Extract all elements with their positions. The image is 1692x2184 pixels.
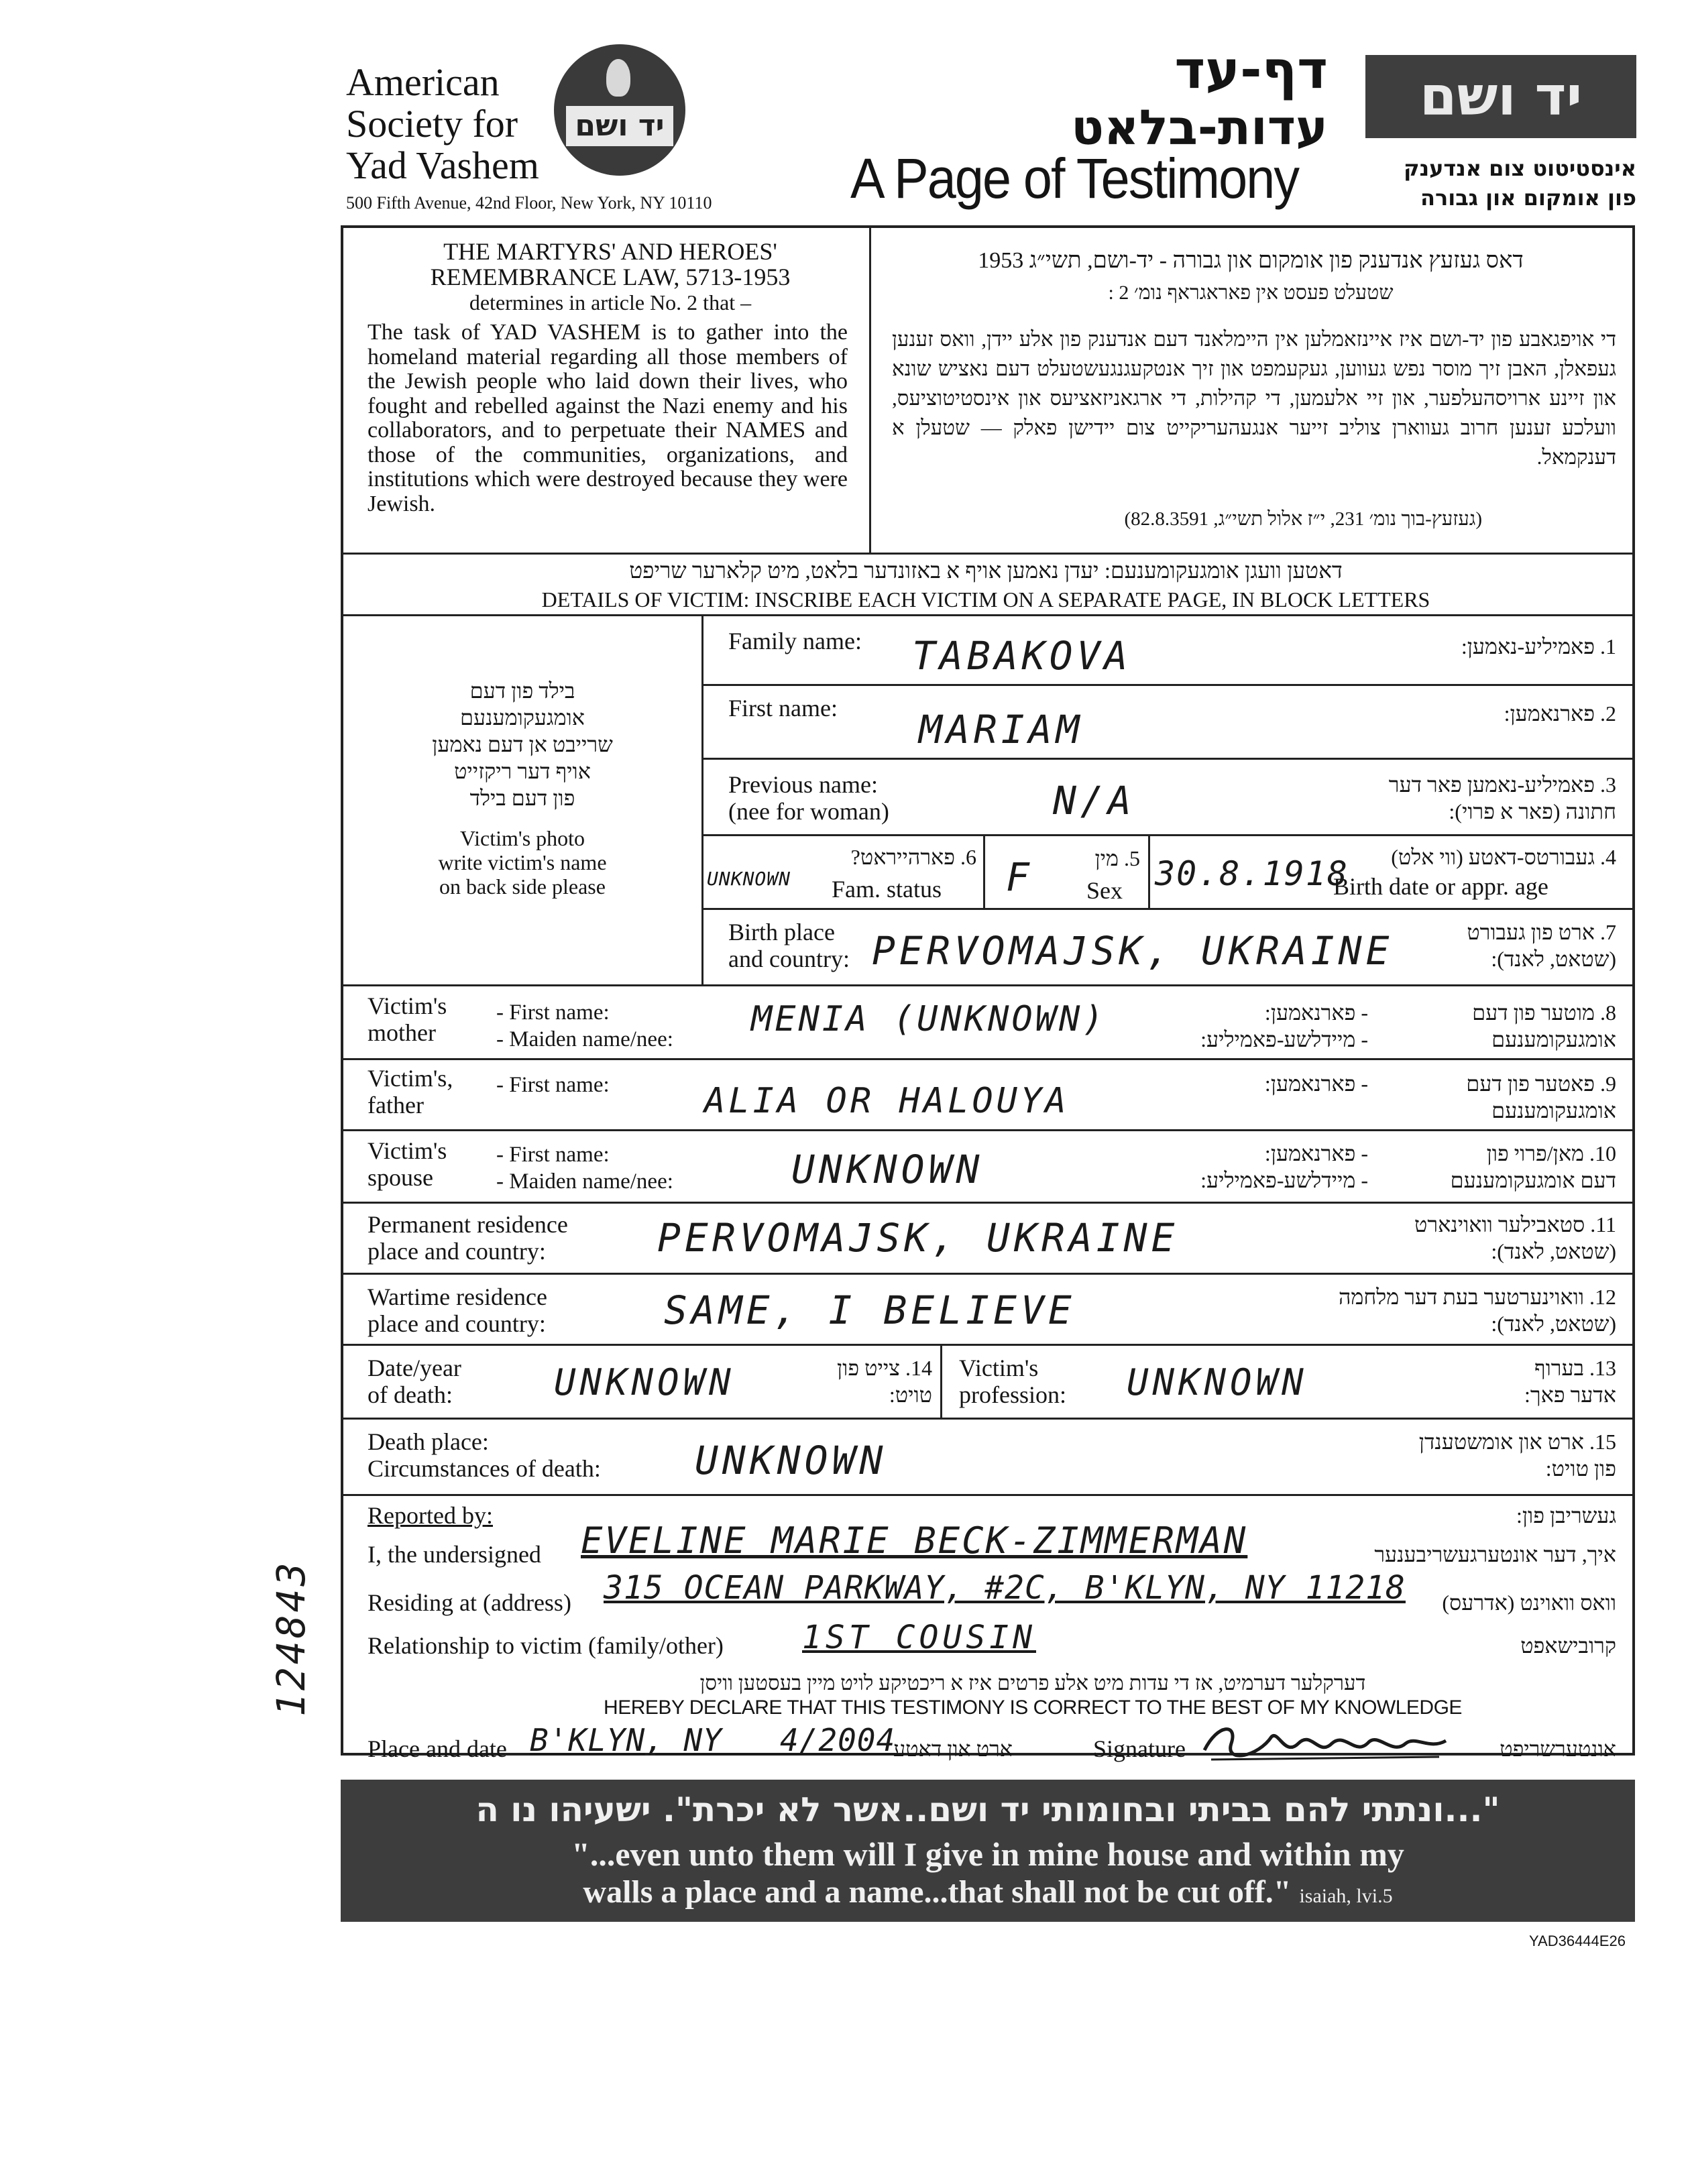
spouse-heb-title-2: דעם אומגעקומענעם xyxy=(1450,1168,1616,1192)
father-title-2: father xyxy=(368,1092,424,1118)
org-name-line2: Society for xyxy=(346,102,518,146)
profession-heb-2: אדער פאך: xyxy=(1524,1383,1616,1407)
death-place-label-1: Death place: xyxy=(368,1428,489,1455)
death-date-heb-1: 14. צייט פון xyxy=(837,1356,932,1380)
spouse-title-2: spouse xyxy=(368,1164,433,1191)
margin-number: 124843 xyxy=(268,1560,314,1717)
birth-date-heb: 4. געבורטס-דאטע (ווי אלט) xyxy=(1391,845,1616,869)
residing-heb: וואס וואוינט (אדרעס) xyxy=(1442,1591,1616,1615)
mother-labels xyxy=(496,999,673,1053)
profession-value[interactable]: UNKNOWN xyxy=(1127,1361,1308,1403)
declare-en: HEREBY DECLARE THAT THIS TESTIMONY IS CORRECT TO THE BEST OF MY KNOWLEDGE xyxy=(604,1697,1462,1719)
relationship-heb: קרובישאפט xyxy=(1520,1633,1616,1658)
death-date-heb-2: טויט: xyxy=(889,1383,932,1407)
org-address: 500 Fifth Avenue, 42nd Floor, New York, NY 10110 xyxy=(346,193,712,213)
row3-line xyxy=(701,834,1635,836)
spouse-label-1: - First name: xyxy=(496,1143,610,1167)
fam-status-value[interactable]: UNKNOWN xyxy=(707,868,791,890)
org-name-line3: Yad Vashem xyxy=(346,143,539,187)
yad-vashem-logo xyxy=(554,44,685,176)
yv-logo-text: יד ושם xyxy=(1419,65,1583,127)
row2-line xyxy=(701,758,1635,760)
yv-subtitle-2: פון אומקום און גבורה xyxy=(1420,185,1636,211)
place-date-heb: ארט און דאטע xyxy=(893,1737,1013,1761)
footer-code: YAD36444E26 xyxy=(1529,1933,1626,1949)
reporter-address-value[interactable]: 315 OCEAN PARKWAY, #2C, B'KLYN, NY 11218 xyxy=(604,1569,1406,1607)
previous-name-label-2: (nee for woman) xyxy=(728,798,889,825)
permanent-label xyxy=(368,1211,568,1265)
banner-ref: isaiah, lvi.5 xyxy=(1299,1885,1393,1907)
wartime-heb xyxy=(1221,1283,1616,1337)
place-date-value[interactable]: B'KLYN, NY 4/2004 xyxy=(530,1722,896,1758)
father-heb-title xyxy=(1381,1070,1616,1124)
previous-name-heb xyxy=(1207,771,1616,825)
row8-line xyxy=(341,1058,1635,1060)
father-heb-title-2: אומגעקומענעם xyxy=(1491,1098,1616,1123)
law-heb-title-1: דאס געזעץ אנדענק פון אומקום און גבורה - יד-ושם, תשי״ג 1953 xyxy=(978,248,1524,273)
row9-line xyxy=(341,1129,1635,1131)
mother-heb-1: - פארנאמען: xyxy=(1264,1000,1368,1025)
death-place-heb xyxy=(1274,1428,1616,1482)
fam-status-label: Fam. status xyxy=(832,876,942,903)
first-name-heb: 2. פארנאמען: xyxy=(1504,701,1616,726)
photo-area xyxy=(343,677,701,899)
profession-label-1: Victim's xyxy=(959,1355,1039,1381)
sex-value[interactable]: F xyxy=(1006,854,1033,900)
birth-place-heb-2: (שטאט, לאנד): xyxy=(1491,947,1616,971)
photo-heb-3: שרייבט אן דעם נאמען xyxy=(432,732,613,756)
mother-title xyxy=(368,992,447,1046)
mother-heb-labels xyxy=(1127,999,1368,1053)
first-name-label: First name: xyxy=(728,695,838,722)
death-date-label-2: of death: xyxy=(368,1381,453,1408)
photo-en-3: on back side please xyxy=(439,874,606,899)
birth-place-heb xyxy=(1381,919,1616,972)
permanent-label-1: Permanent residence xyxy=(368,1211,568,1238)
yiddish-title-1: דף-עד xyxy=(1174,40,1328,101)
reporter-name-value[interactable]: EVELINE MARIE BECK-ZIMMERMAN xyxy=(581,1519,1248,1562)
father-value[interactable]: ALIA OR HALOUYA xyxy=(704,1081,1070,1121)
law-title-1: THE MARTYRS' AND HEROES' xyxy=(443,238,777,265)
spouse-value[interactable]: UNKNOWN xyxy=(791,1147,984,1192)
row11-line xyxy=(341,1273,1635,1275)
law-body: The task of YAD VASHEM is to gather into the homeland material regarding all those members of the Jewish people who laid down their lives, who fought and rebelled against the Nazi enemy and his collaborators, and to perpetuate their NAMES and those of the communities, organizations, and institutions which were destroyed because they were Jewish. xyxy=(368,320,848,516)
law-title-2: REMEMBRANCE LAW, 5713-1953 xyxy=(430,264,791,290)
spouse-label-2: - Maiden name/nee: xyxy=(496,1169,673,1194)
sex-heb: 5. מין xyxy=(1094,846,1140,870)
profession-label xyxy=(959,1355,1066,1408)
mother-heb-title-2: אומגעקומענעם xyxy=(1491,1027,1616,1051)
father-title xyxy=(368,1065,453,1118)
photo-heb-5: פון דעם בילד xyxy=(469,786,575,810)
row7-line xyxy=(341,984,1635,986)
photo-heb-4: אויף דער ריקזייט xyxy=(454,759,591,783)
flame-icon xyxy=(606,59,630,97)
sex-divider xyxy=(1148,834,1150,908)
banner-en-1: "...even unto them will I give in mine house and within my xyxy=(571,1835,1404,1873)
wartime-heb-2: (שטאט, לאנד): xyxy=(1491,1312,1616,1336)
spouse-heb-labels xyxy=(1127,1140,1368,1194)
relationship-label: Relationship to victim (family/other) xyxy=(368,1632,724,1659)
row15-line xyxy=(341,1494,1635,1496)
permanent-value[interactable]: PERVOMAJSK, UKRAINE xyxy=(657,1215,1179,1261)
signature-mark xyxy=(1198,1717,1453,1770)
yv-subtitle-1: אינסטיטוט צום אנדענק xyxy=(1404,156,1636,181)
wartime-label-1: Wartime residence xyxy=(368,1283,547,1310)
residing-label: Residing at (address) xyxy=(368,1589,571,1616)
birth-place-label-2: and country: xyxy=(728,945,850,972)
spouse-heb-2: - מיידלשע-פאמיליע: xyxy=(1200,1168,1368,1192)
mother-title-2: mother xyxy=(368,1019,436,1046)
spouse-title-1: Victim's xyxy=(368,1137,447,1164)
profession-heb xyxy=(1449,1355,1616,1408)
details-en: DETAILS OF VICTIM: INSCRIBE EACH VICTIM ON A SEPARATE PAGE, IN BLOCK LETTERS xyxy=(541,587,1430,612)
birth-date-value[interactable]: 30.8.1918 xyxy=(1155,854,1349,893)
father-title-1: Victim's, xyxy=(368,1065,453,1092)
row13-line xyxy=(341,1418,1635,1420)
profession-label-2: profession: xyxy=(959,1381,1066,1408)
banner-en-2: walls a place and a name...that shall not be cut off." xyxy=(583,1874,1292,1910)
permanent-heb-1: 11. סטאבילער וואוינארט xyxy=(1414,1212,1616,1237)
page-title: A Page of Testimony xyxy=(850,147,1299,210)
death-place-heb-2: פון טויט: xyxy=(1545,1456,1616,1481)
wartime-label-2: place and country: xyxy=(368,1310,546,1337)
photo-heb-2: אומגעקומענעם xyxy=(460,705,585,730)
birth-place-label xyxy=(728,919,850,972)
undersigned-label: I, the undersigned xyxy=(368,1541,541,1568)
spouse-heb-title-1: 10. מאן/פרוי פון xyxy=(1486,1141,1616,1165)
spouse-heb-title xyxy=(1381,1140,1616,1194)
permanent-heb-2: (שטאט, לאנד): xyxy=(1491,1239,1616,1263)
photo-en-1: Victim's photo xyxy=(459,826,585,850)
photo-en-2: write victim's name xyxy=(438,850,607,874)
org-name-line1: American xyxy=(346,60,500,104)
death-place-label xyxy=(368,1428,601,1482)
death-place-value[interactable]: UNKNOWN xyxy=(695,1438,887,1483)
profession-heb-1: 13. בערוף xyxy=(1534,1356,1616,1380)
law-divider xyxy=(869,228,871,554)
death-date-heb xyxy=(805,1355,932,1408)
mother-heb-title xyxy=(1381,999,1616,1053)
family-name-value[interactable]: TABAKOVA xyxy=(912,633,1132,679)
banner-heb: "...ונתתי להם בביתי ובחומותי יד ושם..אשר לא יכרת". ישעיהו נו ה xyxy=(475,1790,1500,1829)
yv-institute-logo xyxy=(1365,55,1636,138)
law-title xyxy=(362,239,858,315)
yiddish-title-2: עדות-בלאט xyxy=(1071,99,1328,156)
photo-divider xyxy=(701,614,703,984)
wartime-value[interactable]: SAME, I BELIEVE xyxy=(664,1287,1076,1333)
wartime-label xyxy=(368,1283,547,1337)
permanent-heb xyxy=(1274,1211,1616,1265)
status-divider xyxy=(983,834,985,908)
death-date-value[interactable]: UNKNOWN xyxy=(554,1361,735,1403)
spouse-title xyxy=(368,1137,447,1191)
previous-name-value[interactable]: N/A xyxy=(1053,778,1135,823)
row10-line xyxy=(341,1202,1635,1204)
signature-heb: אונטערשריפט xyxy=(1500,1737,1616,1761)
details-bottom-line xyxy=(341,614,1635,616)
details-heb: דאטען וועגן אומגעקומענעם: יעדן נאמען אויף א באזונדער בלאט, מיט קלארער שריפט xyxy=(629,559,1343,583)
previous-name-label-1: Previous name: xyxy=(728,771,878,798)
logo-text: יד ושם xyxy=(566,106,673,146)
law-heb-body: די אויפגאבע פון יד-ושם איז איינזאמלען אין היימלאנד דעם אנדענק פון אלע יידן, וואס זענען געפאלן, האבן זיך מוסר נפש געווען, געקעמפט און זיך אנטקעגנגעשטעלט דעם נאציש שונא און זיינע ארויסהעלפער, און זיי אלעמען, די קהילות, די ארגאניזאציעס און אינסטיטוציעס, וועלכע זענען חרוב געווארן צוליב זייער אנגעהעריקייט צום יידישן פאלק — שטעלן א דענקמאל. xyxy=(892,327,1616,469)
org-name xyxy=(346,62,539,186)
death-date-label xyxy=(368,1355,461,1408)
father-heb: - פארנאמען: xyxy=(1264,1072,1368,1096)
declare-heb: דערקלער דערמיט, אז די עדות מיט אלע פרטים איז א ריכטיקע לויט מיין בעסטען וויסן xyxy=(699,1671,1366,1694)
family-name-label: Family name: xyxy=(728,628,862,654)
family-name-heb: 1. פאמיליע-נאמען: xyxy=(1461,634,1616,658)
row4-line xyxy=(701,908,1635,910)
birth-date-label: Birth date or appr. age xyxy=(1333,873,1548,900)
previous-name-label xyxy=(728,771,889,825)
mother-heb-title-1: 8. מוטער פון דעם xyxy=(1472,1000,1616,1025)
signature-label: Signature xyxy=(1093,1735,1186,1762)
death-divider xyxy=(940,1344,942,1418)
previous-name-heb-1: 3. פאמיליע-נאמען פאר דער xyxy=(1388,772,1616,797)
death-place-heb-1: 15. ארט און אומשטענדן xyxy=(1418,1430,1616,1454)
row12-line xyxy=(341,1344,1635,1346)
spouse-labels xyxy=(496,1141,673,1195)
law-heb-source: (געזעץ-בוך נומ׳ 231, י״ז אלול תשי״ג, 82.8.3591) xyxy=(1124,508,1482,530)
mother-label-2: - Maiden name/nee: xyxy=(496,1027,673,1051)
sex-label: Sex xyxy=(1086,877,1123,904)
spouse-heb-1: - פארנאמען: xyxy=(1264,1141,1368,1165)
father-heb-title-1: 9. פאטער פון דעם xyxy=(1466,1072,1616,1096)
law-heb-title-2: שטעלט פעסט אין פאראגראף נומ׳ 2 : xyxy=(1108,282,1394,304)
banner-en-2-wrap xyxy=(341,1874,1635,1915)
reported-by-label: Reported by: xyxy=(368,1502,493,1529)
mother-heb-2: - מיידלשע-פאמיליע: xyxy=(1200,1027,1368,1051)
death-date-label-1: Date/year xyxy=(368,1355,461,1381)
birth-place-value[interactable]: PERVOMAJSK, UKRAINE xyxy=(872,928,1394,974)
wartime-heb-1: 12. וואוינערטער בעת דער מלחמה xyxy=(1338,1285,1616,1309)
mother-value[interactable]: MENIA (UNKNOWN) xyxy=(751,999,1107,1039)
birth-place-heb-1: 7. ארט פון געבורט xyxy=(1467,920,1616,944)
photo-heb-1: בילד פון דעם xyxy=(469,679,575,703)
death-place-label-2: Circumstances of death: xyxy=(368,1455,601,1482)
permanent-label-2: place and country: xyxy=(368,1238,546,1265)
mother-title-1: Victim's xyxy=(368,992,447,1019)
law-bottom-line xyxy=(341,553,1635,555)
reported-by-heb: געשריבן פון: xyxy=(1516,1503,1616,1528)
undersigned-heb: איך, דער אונטערגעשריבענער xyxy=(1374,1542,1616,1566)
fam-status-heb: 6. פארהייראט? xyxy=(850,845,976,869)
father-label: - First name: xyxy=(496,1073,610,1097)
birth-place-label-1: Birth place xyxy=(728,919,835,945)
law-title-3: determines in article No. 2 that – xyxy=(469,290,752,314)
first-name-value[interactable]: MARIAM xyxy=(919,707,1084,752)
quote-banner xyxy=(341,1780,1635,1922)
mother-label-1: - First name: xyxy=(496,1000,610,1025)
relationship-value[interactable]: 1ST COUSIN xyxy=(802,1619,1036,1656)
row1-line xyxy=(701,684,1635,686)
previous-name-heb-2: חתונה (פאר א פרוי): xyxy=(1449,799,1616,823)
place-date-label: Place and date xyxy=(368,1735,507,1762)
